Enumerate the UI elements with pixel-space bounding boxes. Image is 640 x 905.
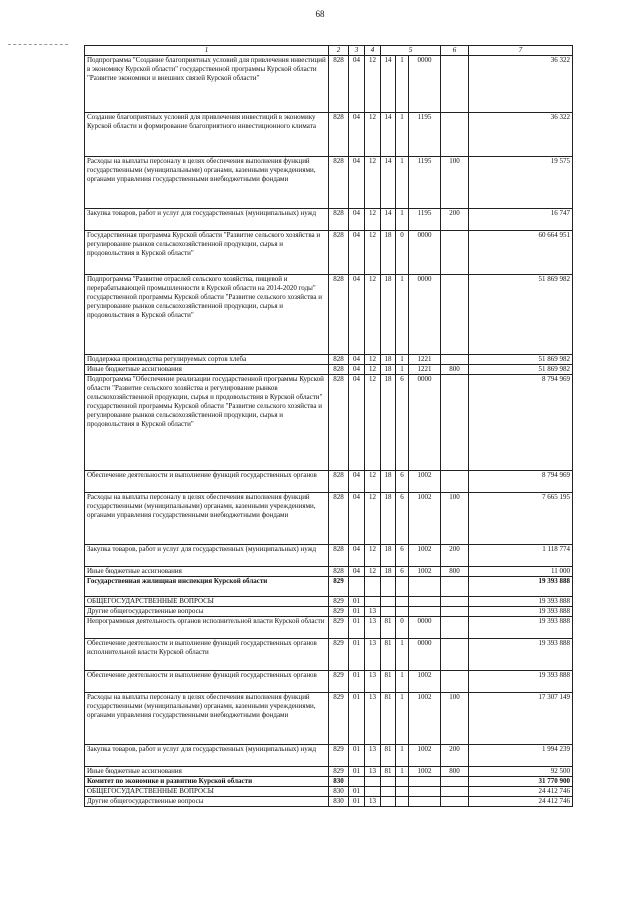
row-name-cell: Поддержка производства регулируемых сортов хлеба [85, 355, 329, 365]
row-expense-type-cell: 200 [441, 745, 469, 767]
row-name-cell: Государственная жилищная инспекция Курской области [85, 577, 329, 597]
row-section-cell [349, 777, 365, 787]
row-section-cell: 01 [349, 693, 365, 745]
row-program-cell: 18 [381, 231, 396, 275]
row-subsection-cell: 13 [365, 639, 381, 671]
row-amount-cell: 36 322 [469, 113, 573, 157]
row-direction-cell: 0000 [409, 275, 441, 355]
row-program-cell: 18 [381, 275, 396, 355]
row-expense-type-cell [441, 113, 469, 157]
row-expense-type-cell [441, 617, 469, 639]
row-subsection-cell: 12 [365, 157, 381, 209]
row-name-cell: Расходы на выплаты персоналу в целях обеспечения выполнения функций государственными (муниципальными) органами, казенными учреждениями, органами управления государственными внебюджетными фондами [85, 693, 329, 745]
row-name-cell: Обеспечение деятельности и выполнение функций государственных органов [85, 471, 329, 493]
row-direction-cell: 1002 [409, 493, 441, 545]
row-section-cell: 04 [349, 56, 365, 113]
row-amount-cell: 7 665 195 [469, 493, 573, 545]
row-subprogram-cell: 1 [396, 275, 409, 355]
row-amount-cell: 51 869 982 [469, 355, 573, 365]
row-subprogram-cell: 1 [396, 56, 409, 113]
table-row [85, 671, 573, 693]
row-expense-type-cell [441, 275, 469, 355]
row-name-cell: ОБЩЕГОСУДАРСТВЕННЫЕ ВОПРОСЫ [85, 597, 329, 607]
row-amount-cell: 8 794 969 [469, 471, 573, 493]
row-subprogram-cell [396, 777, 409, 787]
row-subsection-cell [365, 777, 381, 787]
row-program-cell: 81 [381, 767, 396, 777]
row-section-cell: 04 [349, 209, 365, 231]
row-section-cell: 01 [349, 617, 365, 639]
row-subprogram-cell [396, 607, 409, 617]
row-expense-type-cell: 800 [441, 567, 469, 577]
row-expense-type-cell [441, 671, 469, 693]
row-amount-cell: 19 393 888 [469, 639, 573, 671]
row-code-admin-cell: 828 [329, 471, 349, 493]
row-direction-cell: 0000 [409, 639, 441, 671]
row-section-cell: 01 [349, 597, 365, 607]
row-amount-cell: 24 412 746 [469, 797, 573, 807]
row-name-cell: Обеспечение деятельности и выполнение функций государственных органов исполнительной власти Курской области [85, 639, 329, 671]
row-program-cell [381, 597, 396, 607]
row-subsection-cell: 13 [365, 693, 381, 745]
row-subsection-cell: 12 [365, 567, 381, 577]
row-section-cell: 04 [349, 157, 365, 209]
row-expense-type-cell [441, 597, 469, 607]
table-body [85, 56, 573, 807]
row-subsection-cell: 13 [365, 797, 381, 807]
row-amount-cell: 92 500 [469, 767, 573, 777]
margin-dash-mark [8, 44, 68, 45]
row-code-admin-cell: 828 [329, 231, 349, 275]
row-expense-type-cell: 100 [441, 693, 469, 745]
header-col-3: 3 [349, 46, 365, 56]
row-expense-type-cell: 100 [441, 493, 469, 545]
row-program-cell [381, 577, 396, 597]
row-section-cell: 04 [349, 493, 365, 545]
row-direction-cell: 1002 [409, 767, 441, 777]
table-row [85, 597, 573, 607]
row-amount-cell: 51 869 982 [469, 365, 573, 375]
row-direction-cell [409, 787, 441, 797]
row-amount-cell: 19 393 888 [469, 607, 573, 617]
row-amount-cell: 19 393 888 [469, 671, 573, 693]
row-program-cell: 18 [381, 471, 396, 493]
row-code-admin-cell: 829 [329, 617, 349, 639]
row-direction-cell [409, 577, 441, 597]
row-program-cell: 14 [381, 113, 396, 157]
row-direction-cell: 1002 [409, 471, 441, 493]
row-amount-cell: 19 393 888 [469, 577, 573, 597]
row-subsection-cell: 13 [365, 745, 381, 767]
row-subsection-cell: 13 [365, 617, 381, 639]
row-code-admin-cell: 828 [329, 56, 349, 113]
table-row [85, 157, 573, 209]
table-row [85, 355, 573, 365]
row-program-cell: 14 [381, 157, 396, 209]
row-code-admin-cell: 828 [329, 567, 349, 577]
row-subprogram-cell: 6 [396, 567, 409, 577]
row-direction-cell: 0000 [409, 231, 441, 275]
row-subsection-cell: 12 [365, 56, 381, 113]
row-name-cell: Подпрограмма "Развитие отраслей сельского хозяйства, пищевой и перерабатывающей промышленности в Курской области на 2014-2020 годы" государственной программы Курской области "Развитие сельского хозяйства и регулирование рынков сельскохозяйственной продукции, сырья и продовольствия в Курской области" [85, 275, 329, 355]
row-code-admin-cell: 828 [329, 375, 349, 471]
row-expense-type-cell [441, 607, 469, 617]
row-name-cell: Другие общегосударственные вопросы [85, 797, 329, 807]
row-program-cell: 81 [381, 639, 396, 671]
row-program-cell: 18 [381, 355, 396, 365]
row-program-cell: 18 [381, 365, 396, 375]
table-row [85, 471, 573, 493]
row-expense-type-cell [441, 56, 469, 113]
row-section-cell: 04 [349, 275, 365, 355]
row-code-admin-cell: 830 [329, 797, 349, 807]
row-name-cell: Создание благоприятных условий для привлечения инвестиций в экономику Курской области и формирование благоприятного инвестиционного климата [85, 113, 329, 157]
row-section-cell: 01 [349, 671, 365, 693]
header-row [85, 46, 573, 56]
row-subsection-cell: 12 [365, 545, 381, 567]
row-name-cell: Государственная программа Курской области "Развитие сельского хозяйства и регулирование рынков сельскохозяйственной продукции, сырья и продовольствия в Курской области" [85, 231, 329, 275]
row-expense-type-cell [441, 577, 469, 597]
row-subsection-cell: 12 [365, 231, 381, 275]
row-name-cell: ОБЩЕГОСУДАРСТВЕННЫЕ ВОПРОСЫ [85, 787, 329, 797]
row-direction-cell: 1002 [409, 545, 441, 567]
row-subprogram-cell: 0 [396, 231, 409, 275]
table-row [85, 607, 573, 617]
row-name-cell: Комитет по экономике и развитию Курской области [85, 777, 329, 787]
row-section-cell: 04 [349, 545, 365, 567]
row-section-cell: 01 [349, 767, 365, 777]
row-program-cell: 18 [381, 567, 396, 577]
row-section-cell: 04 [349, 231, 365, 275]
row-name-cell: Расходы на выплаты персоналу в целях обеспечения выполнения функций государственными (муниципальными) органами, казенными учреждениями, органами управления государственными внебюджетными фондами [85, 157, 329, 209]
row-name-cell: Закупка товаров, работ и услуг для государственных (муниципальных) нужд [85, 209, 329, 231]
row-expense-type-cell: 100 [441, 157, 469, 209]
row-subsection-cell [365, 577, 381, 597]
header-col-2: 2 [329, 46, 349, 56]
table-row [85, 787, 573, 797]
row-subprogram-cell: 1 [396, 365, 409, 375]
table-row [85, 231, 573, 275]
row-code-admin-cell: 830 [329, 787, 349, 797]
row-section-cell: 01 [349, 607, 365, 617]
table-row [85, 745, 573, 767]
row-code-admin-cell: 829 [329, 597, 349, 607]
row-program-cell: 81 [381, 693, 396, 745]
row-code-admin-cell: 829 [329, 607, 349, 617]
row-direction-cell: 1002 [409, 567, 441, 577]
row-amount-cell: 36 322 [469, 56, 573, 113]
row-section-cell: 04 [349, 113, 365, 157]
row-subsection-cell: 13 [365, 671, 381, 693]
page-number: 68 [315, 9, 325, 19]
row-name-cell: Иные бюджетные ассигнования [85, 767, 329, 777]
row-amount-cell: 17 307 149 [469, 693, 573, 745]
row-direction-cell [409, 597, 441, 607]
row-direction-cell: 1002 [409, 745, 441, 767]
row-code-admin-cell: 829 [329, 745, 349, 767]
row-subsection-cell: 12 [365, 355, 381, 365]
row-program-cell: 81 [381, 671, 396, 693]
row-code-admin-cell: 828 [329, 545, 349, 567]
row-subsection-cell [365, 787, 381, 797]
row-code-admin-cell: 828 [329, 209, 349, 231]
row-amount-cell: 31 770 900 [469, 777, 573, 787]
row-subprogram-cell [396, 797, 409, 807]
table-row [85, 797, 573, 807]
header-col-6: 6 [441, 46, 469, 56]
row-code-admin-cell: 829 [329, 671, 349, 693]
row-subprogram-cell: 1 [396, 209, 409, 231]
row-section-cell: 01 [349, 639, 365, 671]
row-name-cell: Иные бюджетные ассигнования [85, 567, 329, 577]
row-section-cell [349, 577, 365, 597]
row-subprogram-cell: 1 [396, 639, 409, 671]
row-expense-type-cell [441, 787, 469, 797]
row-expense-type-cell [441, 375, 469, 471]
row-amount-cell: 8 794 969 [469, 375, 573, 471]
row-name-cell: Другие общегосударственные вопросы [85, 607, 329, 617]
row-subprogram-cell: 6 [396, 375, 409, 471]
row-code-admin-cell: 829 [329, 767, 349, 777]
row-amount-cell: 60 664 951 [469, 231, 573, 275]
row-subsection-cell: 12 [365, 493, 381, 545]
row-section-cell: 04 [349, 375, 365, 471]
row-subprogram-cell: 0 [396, 617, 409, 639]
table-row [85, 639, 573, 671]
row-name-cell: Подпрограмма "Создание благоприятных условий для привлечения инвестиций в экономику Курской области" государственной программы Курской области "Развитие экономики и внешних связей Курской области" [85, 56, 329, 113]
row-program-cell: 18 [381, 545, 396, 567]
row-program-cell: 18 [381, 375, 396, 471]
row-subsection-cell [365, 597, 381, 607]
row-subsection-cell: 12 [365, 113, 381, 157]
row-amount-cell: 24 412 746 [469, 787, 573, 797]
row-code-admin-cell: 828 [329, 113, 349, 157]
table-row [85, 365, 573, 375]
row-subprogram-cell: 1 [396, 693, 409, 745]
row-subprogram-cell: 1 [396, 671, 409, 693]
table-row [85, 493, 573, 545]
row-subsection-cell: 12 [365, 365, 381, 375]
row-program-cell: 81 [381, 745, 396, 767]
header-col-5: 5 [381, 46, 441, 56]
row-code-admin-cell: 828 [329, 365, 349, 375]
row-expense-type-cell: 200 [441, 209, 469, 231]
table-row [85, 113, 573, 157]
row-name-cell: Иные бюджетные ассигнования [85, 365, 329, 375]
row-program-cell: 14 [381, 56, 396, 113]
row-program-cell: 14 [381, 209, 396, 231]
row-code-admin-cell: 829 [329, 639, 349, 671]
row-direction-cell: 1221 [409, 365, 441, 375]
row-subprogram-cell [396, 577, 409, 597]
row-amount-cell: 51 869 982 [469, 275, 573, 355]
row-direction-cell [409, 777, 441, 787]
row-direction-cell: 1002 [409, 693, 441, 745]
row-section-cell: 01 [349, 797, 365, 807]
row-direction-cell: 1221 [409, 355, 441, 365]
row-code-admin-cell: 828 [329, 275, 349, 355]
row-expense-type-cell [441, 355, 469, 365]
table-row [85, 767, 573, 777]
budget-table [84, 45, 573, 807]
row-expense-type-cell [441, 231, 469, 275]
row-name-cell: Закупка товаров, работ и услуг для государственных (муниципальных) нужд [85, 545, 329, 567]
row-amount-cell: 19 393 888 [469, 617, 573, 639]
row-name-cell: Подпрограмма "Обеспечение реализации государственной программы Курской области "Развитие сельского хозяйства и регулирование рынков сельскохозяйственной продукции, сырья и продовольствия в Курской области" государственной программы Курской области "Развитие сельского хозяйства и регулирование рынков сельскохозяйственной продукции, сырья и продовольствия в Курской области" [85, 375, 329, 471]
row-section-cell: 04 [349, 471, 365, 493]
row-program-cell [381, 777, 396, 787]
row-subprogram-cell [396, 787, 409, 797]
row-code-admin-cell: 829 [329, 577, 349, 597]
row-code-admin-cell: 829 [329, 693, 349, 745]
row-direction-cell: 0000 [409, 375, 441, 471]
table-row [85, 56, 573, 113]
row-subsection-cell: 12 [365, 375, 381, 471]
table-row [85, 209, 573, 231]
row-subprogram-cell: 1 [396, 767, 409, 777]
row-direction-cell: 0000 [409, 56, 441, 113]
row-subsection-cell: 12 [365, 275, 381, 355]
row-name-cell: Обеспечение деятельности и выполнение функций государственных органов [85, 671, 329, 693]
row-direction-cell: 0000 [409, 617, 441, 639]
row-amount-cell: 19 393 888 [469, 597, 573, 607]
row-direction-cell: 1195 [409, 157, 441, 209]
row-expense-type-cell [441, 797, 469, 807]
header-col-1: 1 [85, 46, 329, 56]
table-row [85, 777, 573, 787]
row-subprogram-cell: 1 [396, 355, 409, 365]
table-row [85, 545, 573, 567]
table-row [85, 375, 573, 471]
row-amount-cell: 1 994 239 [469, 745, 573, 767]
row-direction-cell: 1002 [409, 671, 441, 693]
row-name-cell: Закупка товаров, работ и услуг для государственных (муниципальных) нужд [85, 745, 329, 767]
row-direction-cell [409, 797, 441, 807]
row-expense-type-cell: 200 [441, 545, 469, 567]
row-program-cell: 18 [381, 493, 396, 545]
row-section-cell: 04 [349, 567, 365, 577]
table-row [85, 275, 573, 355]
row-code-admin-cell: 828 [329, 355, 349, 365]
row-program-cell [381, 787, 396, 797]
row-code-admin-cell: 828 [329, 157, 349, 209]
row-code-admin-cell: 830 [329, 777, 349, 787]
row-subprogram-cell: 1 [396, 157, 409, 209]
row-subprogram-cell: 6 [396, 493, 409, 545]
row-subprogram-cell: 1 [396, 113, 409, 157]
row-amount-cell: 19 575 [469, 157, 573, 209]
row-program-cell [381, 607, 396, 617]
row-section-cell: 01 [349, 787, 365, 797]
row-name-cell: Расходы на выплаты персоналу в целях обеспечения выполнения функций государственными (муниципальными) органами, казенными учреждениями, органами управления государственными внебюджетными фондами [85, 493, 329, 545]
table-row [85, 617, 573, 639]
row-subsection-cell: 12 [365, 471, 381, 493]
row-expense-type-cell [441, 777, 469, 787]
header-col-4: 4 [365, 46, 381, 56]
row-amount-cell: 1 118 774 [469, 545, 573, 567]
row-subprogram-cell: 6 [396, 545, 409, 567]
row-subprogram-cell [396, 597, 409, 607]
row-program-cell: 81 [381, 617, 396, 639]
row-section-cell: 01 [349, 745, 365, 767]
row-direction-cell: 1195 [409, 209, 441, 231]
row-subsection-cell: 13 [365, 767, 381, 777]
row-expense-type-cell: 800 [441, 365, 469, 375]
table-row [85, 567, 573, 577]
row-subsection-cell: 13 [365, 607, 381, 617]
row-amount-cell: 16 747 [469, 209, 573, 231]
row-amount-cell: 11 000 [469, 567, 573, 577]
row-expense-type-cell: 800 [441, 767, 469, 777]
row-subsection-cell: 12 [365, 209, 381, 231]
row-direction-cell: 1195 [409, 113, 441, 157]
row-subprogram-cell: 1 [396, 745, 409, 767]
table-row [85, 693, 573, 745]
row-direction-cell [409, 607, 441, 617]
row-program-cell [381, 797, 396, 807]
row-subprogram-cell: 6 [396, 471, 409, 493]
row-expense-type-cell [441, 639, 469, 671]
row-code-admin-cell: 828 [329, 493, 349, 545]
row-section-cell: 04 [349, 355, 365, 365]
table-row [85, 577, 573, 597]
header-col-7: 7 [469, 46, 573, 56]
row-expense-type-cell [441, 471, 469, 493]
row-section-cell: 04 [349, 365, 365, 375]
row-name-cell: Непрограммная деятельность органов исполнительной власти Курской области [85, 617, 329, 639]
